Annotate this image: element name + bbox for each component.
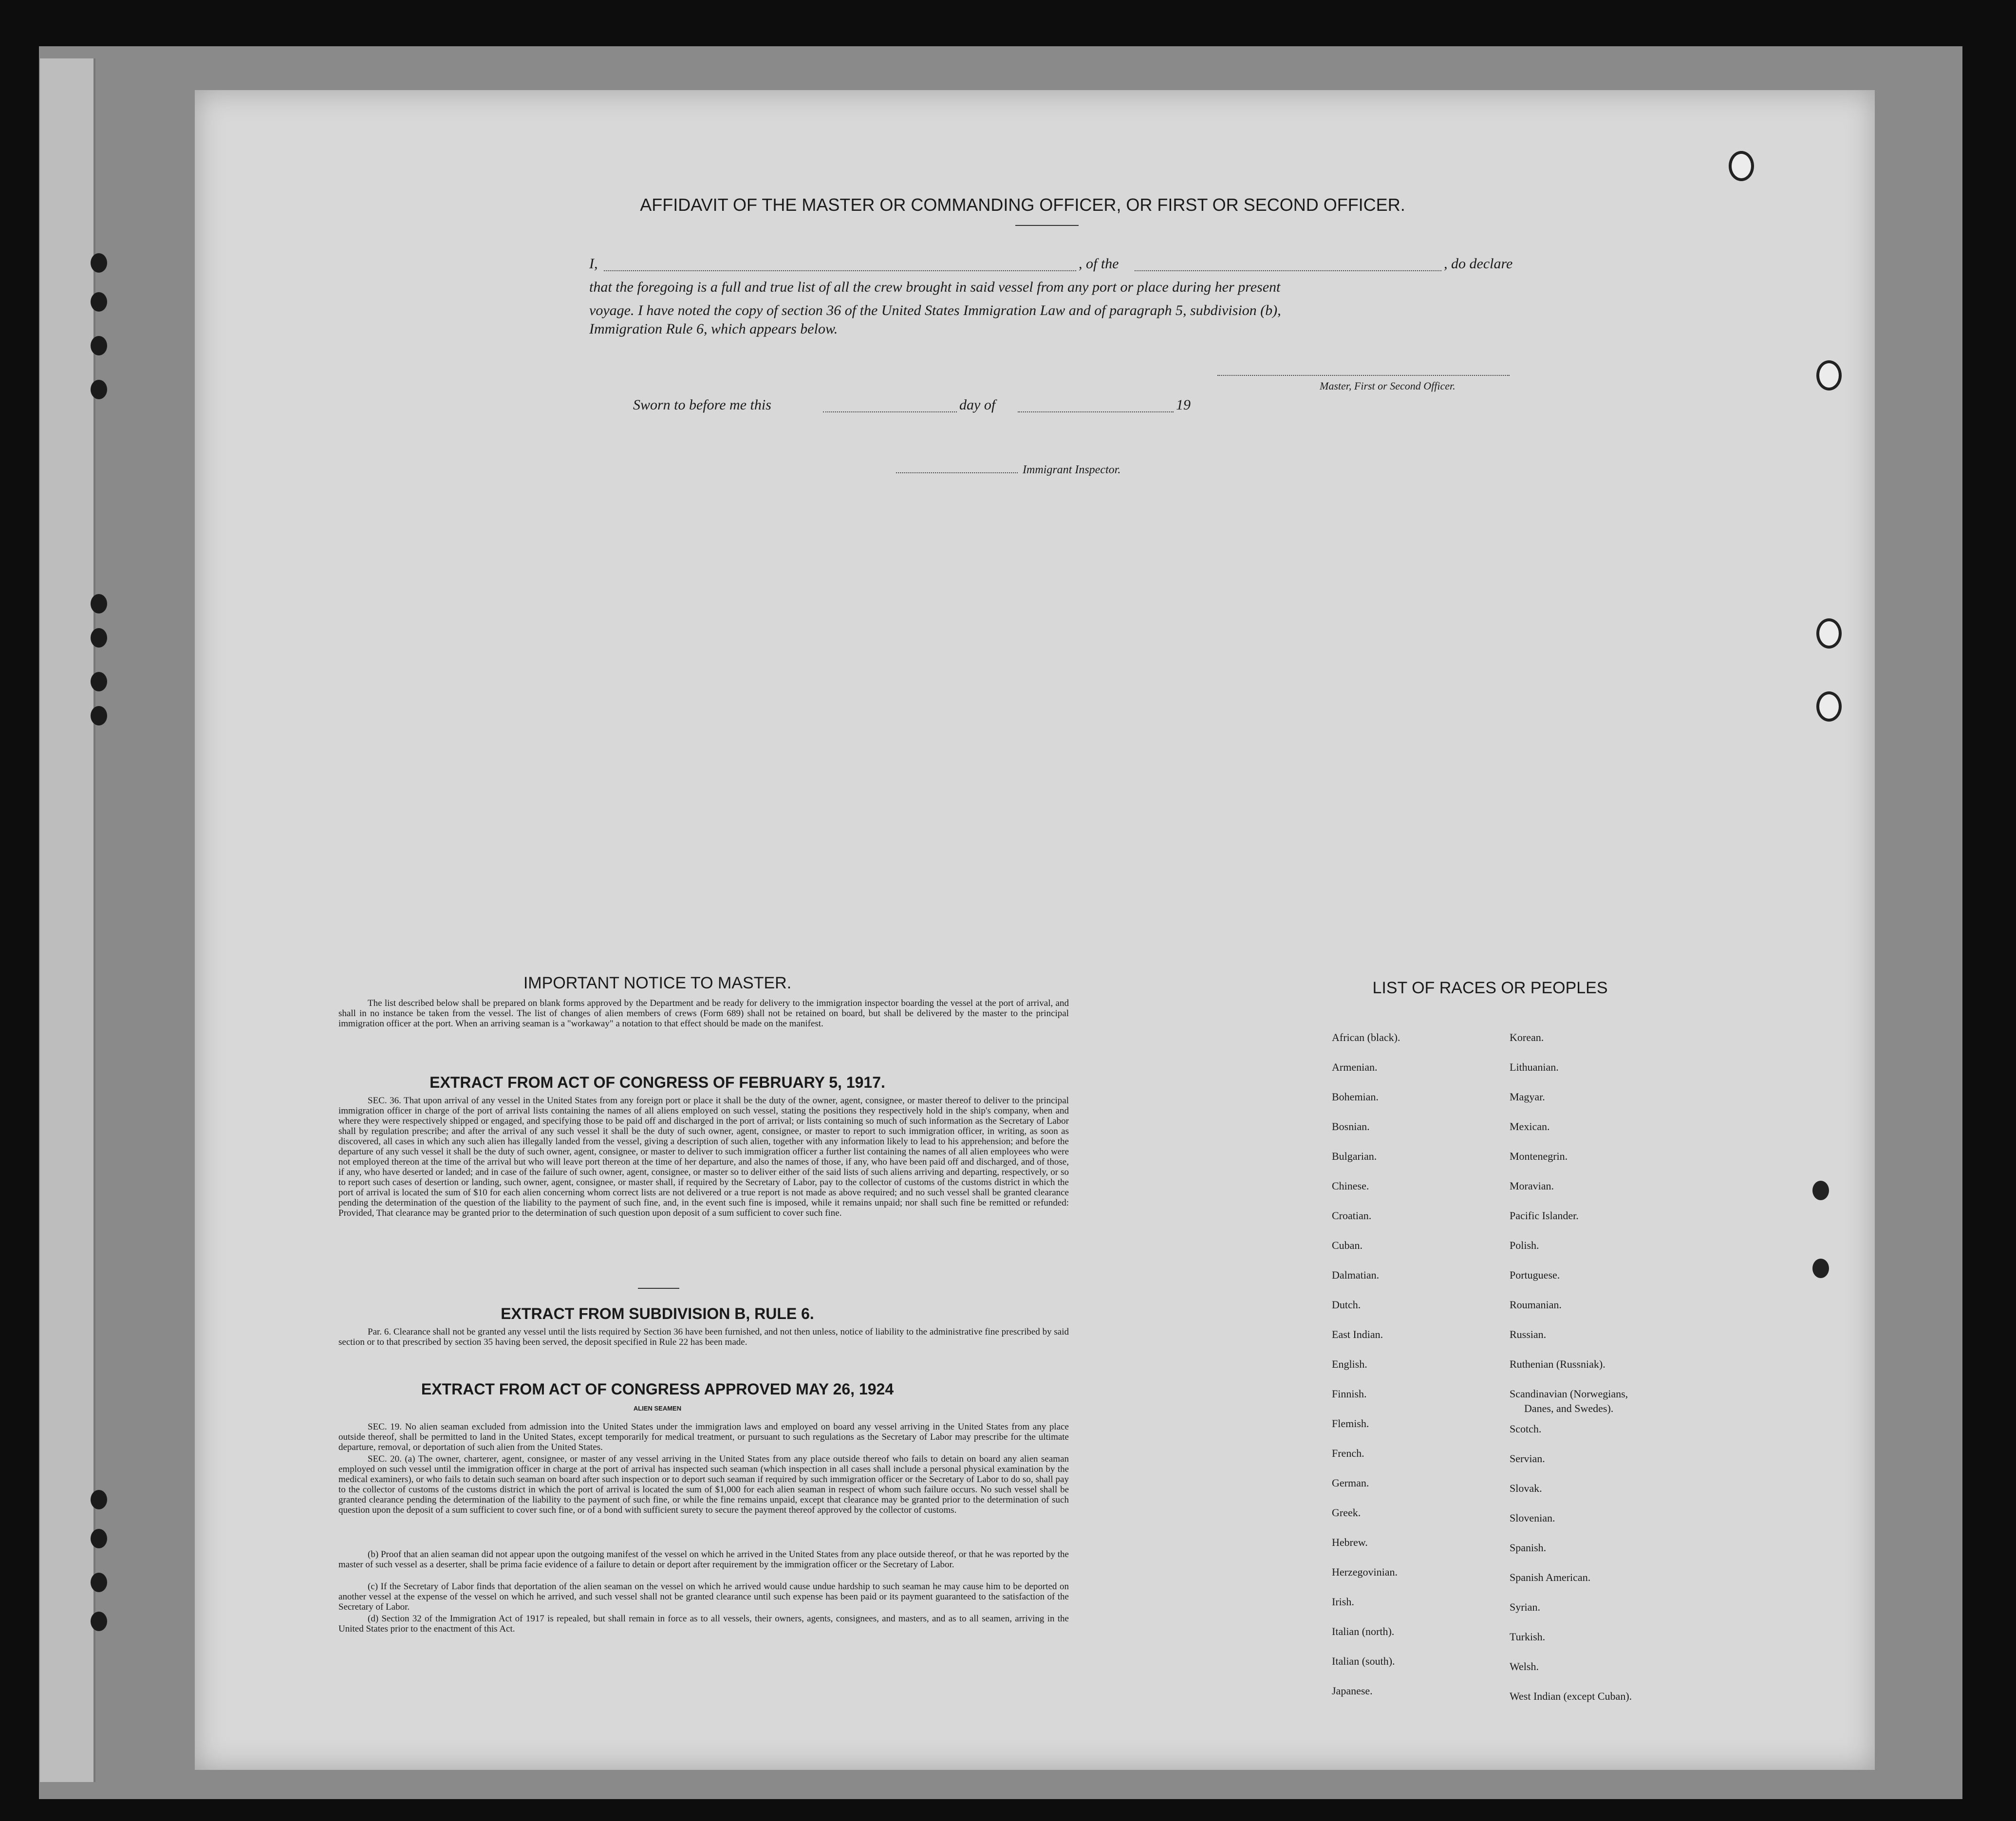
race-item: Herzegovinian. [1332,1566,1398,1578]
race-item: Roumanian. [1510,1299,1562,1311]
race-item: Turkish. [1510,1631,1546,1643]
extract-1924-title: EXTRACT FROM ACT OF CONGRESS APPROVED MAY 26, 1924 [421,1380,894,1398]
extract-1924-sec20a: SEC. 20. (a) The owner, charterer, agent, consignee, or master of any vessel arriving in the United States from any place outside thereof who fails to detain on board any alien seaman employed on such vessel until the immigration officer in charge at the port of arrival has inspected such seaman (which inspection in all cases shall include a personal physical examination by the medical examiners), or who fails to detain such seaman on board after such inspection or to deport such seaman if required by such immigration officer or the Secretary of Labor to do so, shall pay to the collector of customs of the customs district in which the port of arrival is located the sum of $1,000 for each alien seaman in respect of whom such failure occurs. No such vessel shall be granted clearance pending the determination of the liability to the payment of such fine, or while the fine remains unpaid, except that clearance may be granted prior to the determination of such question upon the deposit of a sum sufficient to cover such fine, or of a bond with sufficient surety to secure the payment thereof approved by the collector of customs. [338,1454,1069,1515]
signature-line [1217,375,1510,376]
binder-hole [91,292,107,312]
race-item: Hebrew. [1332,1536,1368,1548]
race-item: Finnish. [1332,1388,1367,1400]
race-item: Spanish. [1510,1542,1547,1554]
race-item: Bosnian. [1332,1120,1370,1133]
race-item: Russian. [1510,1328,1547,1340]
race-item: Irish. [1332,1596,1354,1608]
race-item: English. [1332,1358,1367,1370]
binder-hole [91,336,107,355]
day-blank [823,411,957,412]
day-of-label: day of [959,397,996,413]
year-prefix: 19 [1176,397,1191,413]
binder-hole [91,1573,107,1592]
race-item: Greek. [1332,1506,1361,1519]
extract-1924-sec20b: (b) Proof that an alien seaman did not appear upon the outgoing manifest of the vessel on which he arrived in the United States from any place outside thereof, or that he was reported by the master of such vessel as a deserter, shall be prima facie evidence of a failure to detain or deport after requirement by the immigration officer or the Secretary of Labor. [338,1549,1069,1570]
affidavit-of-the: , of the [1079,256,1119,272]
race-item: Armenian. [1332,1061,1378,1073]
notice-body: The list described below shall be prepared on blank forms approved by the Department and be ready for delivery to the immigration inspector boarding the vessel at the port of arrival, and shall in no instance be taken from the vessel. The list of changes of alien members of crews (Form 689) shall not be retained on board, but shall be delivered by the master to the principal immigration officer at the port. When an arriving seaman is a "workaway" a notation to that effect should be made on the manifest. [338,998,1069,1029]
divider [638,1288,679,1289]
binder-hole [91,706,107,725]
race-item: Scotch. [1510,1423,1542,1435]
notice-title: IMPORTANT NOTICE TO MASTER. [523,974,792,992]
binder-hole [91,1529,107,1548]
race-item: Slovak. [1510,1482,1542,1494]
race-item: Italian (south). [1332,1655,1395,1667]
binder-hole [91,594,107,613]
race-item: Flemish. [1332,1417,1369,1430]
race-item: Slovenian. [1510,1512,1555,1524]
affidavit-do-declare: , do declare [1444,256,1513,272]
binder-hole [91,628,107,648]
race-item: Montenegrin. [1510,1150,1568,1162]
binder-hole [91,380,107,399]
binder-hole [91,1612,107,1631]
race-item: Mexican. [1510,1120,1550,1133]
race-item: Croatian. [1332,1209,1372,1222]
race-item: French. [1332,1447,1364,1459]
binder-hole [1816,360,1842,390]
race-item: African (black). [1332,1031,1400,1043]
binder-hole [1729,151,1754,181]
vessel-blank [1135,270,1441,271]
affidavit-title: AFFIDAVIT OF THE MASTER OR COMMANDING OFFICER, OR FIRST OR SECOND OFFICER. [640,195,1405,215]
race-item: Cuban. [1332,1239,1363,1251]
extract-1924-sec20d: (d) Section 32 of the Immigration Act of 1917 is repealed, but shall remain in force as to all vessels, their owners, agents, consignees, and masters, and as to all seamen, arriving in the United States prior to the enactment of this Act. [338,1614,1069,1634]
race-item: Italian (north). [1332,1625,1395,1637]
affidavit-line2: that the foregoing is a full and true list of all the crew brought in said vessel from any port or place during her present [589,279,1281,295]
race-item: Korean. [1510,1031,1544,1043]
race-item: Danes, and Swedes). [1524,1402,1614,1414]
binder-hole [91,1490,107,1509]
binder-hole [1812,1181,1829,1200]
race-item: West Indian (except Cuban). [1510,1690,1632,1702]
extract-1924-sec19: SEC. 19. No alien seaman excluded from admission into the United States under the immigration laws and employed on board any vessel arriving in the United States from any place outside thereof, shall be permitted to land in the United States, except temporarily for medical treatment, or pursuant to such regulations as the Secretary of Labor may prescribe for the ultimate departure, removal, or deportation of such alien from the United States. [338,1422,1069,1452]
form-sheet [195,90,1875,1770]
race-item: Portuguese. [1510,1269,1560,1281]
race-item: Chinese. [1332,1180,1369,1192]
divider [1015,225,1079,226]
binder-hole [1816,691,1842,722]
race-item: Japanese. [1332,1685,1373,1697]
sworn-label: Sworn to before me this [633,397,771,413]
race-item: Dalmatian. [1332,1269,1380,1281]
inspector-line [896,472,1018,473]
race-item: Scandinavian (Norwegians, [1510,1388,1628,1400]
affidavit-i: I, [589,256,598,272]
race-item: Spanish American. [1510,1571,1591,1583]
binder-hole [91,672,107,691]
race-item: Dutch. [1332,1299,1361,1311]
race-item: Magyar. [1510,1091,1545,1103]
extract-1917-body: SEC. 36. That upon arrival of any vessel in the United States from any foreign port or place it shall be the duty of the owner, agent, consignee, or master thereof to deliver to the principal immigration officer in charge of the port of arrival lists containing the names of all aliens employed on such vessel, stating the positions they respectively hold in the ship's company, when and where they were respectively shipped or engaged, and specifying those to be paid off and discharged in the port of arrival; or lists containing so much of such information as the Secretary of Labor shall by regulation prescribe; and after the arrival of any such vessel it shall be the duty of such owner, agent, consignee, or master to report to such immigration officer, in writing, as soon as discovered, all cases in which any such alien has illegally landed from the vessel, giving a description of such alien, together with any information likely to lead to his apprehension; and before the departure of any such vessel it shall be the duty of such owner, agent, consignee, or master to deliver to such immigration officer a further list containing the names of all alien employees who were not employed thereon at the time of the arrival but who will leave port thereon at the time of her departure, and also the names of those, if any, who have been paid off and discharged, and of those, if any, who have deserted or landed; and in case of the failure of such owner, agent, consignee, or master so to deliver either of the said lists of such aliens arriving and departing, respectively, or so to report such cases of desertion or landing, such owner, agent, consignee, or master shall, if required by the Secretary of Labor, pay to the collector of customs of the customs district in which the port of arrival is located the sum of $10 for each alien concerning whom correct lists are not delivered or a true report is not made as above required; and no such vessel shall be granted clearance pending the determination of the question of the liability to the payment of such fine, and, in the event such fine is imposed, while it remains unpaid; nor shall such fine be remitted or refunded: Provided, That clearance may be granted prior to the determination of such question upon deposit of a sum sufficient to cover such fine. [338,1096,1069,1218]
race-item: Moravian. [1510,1180,1554,1192]
binder-hole [91,253,107,273]
month-blank [1018,411,1174,412]
race-item: Servian. [1510,1452,1545,1465]
extract-rule6-title: EXTRACT FROM SUBDIVISION B, RULE 6. [501,1305,814,1322]
extract-1924-sec20c: (c) If the Secretary of Labor finds that deportation of the alien seaman on the vessel on which he arrived would cause undue hardship to such seaman he may cause him to be deported on another vessel at the expense of the vessel on which he arrived, and such vessel shall not be granted clearance until such expense has been paid or its payment guaranteed to the satisfaction of the Secretary of Labor. [338,1581,1069,1612]
race-item: German. [1332,1477,1369,1489]
binder-hole [1816,618,1842,649]
race-item: Polish. [1510,1239,1539,1251]
race-item: Welsh. [1510,1660,1539,1672]
race-item: Bohemian. [1332,1091,1379,1103]
races-title: LIST OF RACES OR PEOPLES [1372,979,1608,997]
signature-caption: Master, First or Second Officer. [1320,380,1456,392]
affidavit-line3: voyage. I have noted the copy of section 36 of the United States Immigration Law and of paragraph 5, subdivision (b), [589,302,1281,318]
race-item: Pacific Islander. [1510,1209,1579,1222]
affidavit-line4: Immigration Rule 6, which appears below. [589,321,838,337]
extract-1917-title: EXTRACT FROM ACT OF CONGRESS OF FEBRUARY 5, 1917. [429,1074,885,1091]
race-item: Syrian. [1510,1601,1540,1613]
extract-rule6-body: Par. 6. Clearance shall not be granted any vessel until the lists required by Section 36 have been furnished, and not then unless, notice of liability to the administrative fine prescribed by said section or to that prescribed by section 35 having been served, the deposit specified in Rule 22 has been made. [338,1327,1069,1347]
name-blank [604,270,1076,271]
inspector-caption: Immigrant Inspector. [1023,464,1121,476]
race-item: Ruthenian (Russniak). [1510,1358,1605,1370]
race-item: Lithuanian. [1510,1061,1559,1073]
extract-1924-subtitle: ALIEN SEAMEN [633,1405,682,1412]
race-item: East Indian. [1332,1328,1383,1340]
binder-hole [1812,1259,1829,1278]
race-item: Bulgarian. [1332,1150,1377,1162]
binder-strip [40,58,95,1782]
